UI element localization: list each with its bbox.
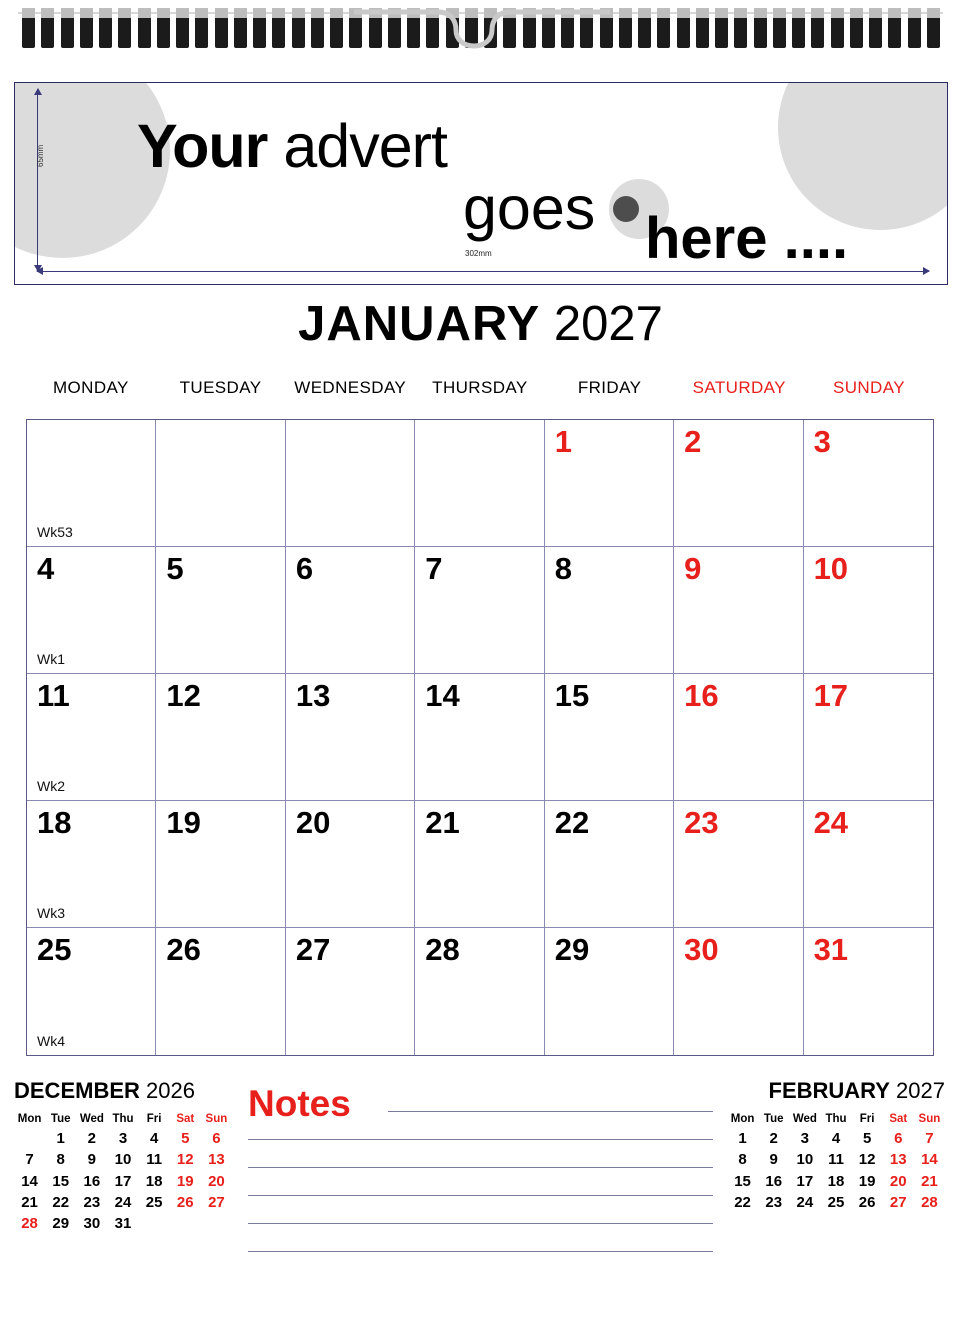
mini-day: 10 — [114, 1151, 132, 1169]
mini-dow: Wed — [79, 1113, 104, 1125]
mini-day: 5 — [862, 1130, 872, 1147]
binding-coil — [754, 8, 767, 48]
mini-day: 9 — [87, 1151, 97, 1169]
mini-day: 24 — [114, 1193, 132, 1211]
mini-day: 25 — [827, 1193, 845, 1211]
mini-day: 7 — [25, 1151, 34, 1169]
mini-day: 17 — [114, 1172, 132, 1190]
day-cell[interactable] — [545, 674, 674, 801]
day-cell[interactable] — [27, 801, 156, 928]
binding-coil — [22, 8, 35, 48]
day-number: 8 — [554, 551, 572, 586]
mini-day: 2 — [87, 1130, 97, 1147]
mini-day: 11 — [828, 1151, 844, 1169]
day-number: 6 — [295, 551, 314, 586]
mini-day: 3 — [118, 1130, 128, 1147]
advert-line-3: here .... — [645, 206, 849, 271]
day-cell[interactable] — [804, 928, 933, 1055]
mini-day: 16 — [765, 1172, 783, 1190]
binding-coil — [195, 8, 208, 48]
weekday-thursday: THURSDAY — [432, 378, 528, 397]
mini-day: 9 — [769, 1151, 778, 1169]
dimension-width — [37, 249, 929, 272]
advert-line-1-light: advert — [267, 112, 447, 180]
day-cell[interactable] — [415, 547, 544, 674]
mini-day — [201, 1213, 232, 1234]
day-number: 20 — [295, 805, 331, 840]
mini-previous-month: DECEMBER — [14, 1078, 140, 1103]
mini-next-year: 2027 — [896, 1078, 945, 1103]
day-cell[interactable] — [27, 420, 156, 547]
mini-day: 18 — [145, 1172, 163, 1190]
day-cell[interactable] — [156, 801, 285, 928]
mini-day: 16 — [83, 1172, 101, 1190]
mini-day: 27 — [889, 1193, 907, 1211]
week-number: Wk4 — [37, 1033, 65, 1049]
binding-coil — [80, 8, 93, 48]
day-number: 1 — [554, 424, 572, 459]
table-row — [14, 1149, 232, 1170]
mini-next-header-row — [727, 1112, 945, 1128]
mini-dow: Tue — [50, 1113, 71, 1125]
dimension-width-label: 302mm — [462, 249, 495, 258]
hanger-hook-icon — [352, 0, 612, 50]
arrow-left-icon — [36, 267, 43, 275]
mini-next-title — [727, 1078, 945, 1104]
binding-coil — [619, 8, 632, 48]
mini-next-table — [727, 1112, 945, 1213]
weekday-wednesday: WEDNESDAY — [294, 378, 407, 397]
mini-day: 20 — [208, 1172, 225, 1190]
day-cell[interactable] — [156, 928, 285, 1055]
binding-coil — [311, 8, 324, 48]
binding-coil — [715, 8, 728, 48]
day-number: 28 — [425, 932, 460, 967]
mini-day: 4 — [149, 1130, 159, 1147]
mini-dow: Thu — [825, 1113, 847, 1125]
mini-day: 6 — [212, 1130, 221, 1147]
mini-day: 11 — [146, 1151, 163, 1169]
day-cell[interactable] — [156, 420, 285, 547]
table-row — [14, 1171, 232, 1192]
day-number: 5 — [166, 551, 184, 586]
month-name: JANUARY — [298, 297, 541, 351]
day-number: 29 — [554, 932, 590, 967]
mini-day: 28 — [921, 1193, 938, 1211]
mini-day: 3 — [800, 1130, 810, 1147]
day-cell[interactable] — [545, 420, 674, 547]
day-number: 13 — [295, 678, 331, 713]
mini-day: 5 — [181, 1130, 190, 1147]
week-number: Wk3 — [37, 905, 65, 921]
week-number: Wk1 — [37, 651, 65, 667]
mini-day: 12 — [858, 1151, 876, 1169]
mini-day: 12 — [176, 1151, 194, 1169]
day-cell[interactable] — [286, 801, 415, 928]
day-cell[interactable] — [674, 547, 803, 674]
day-number: 30 — [684, 932, 719, 967]
day-cell[interactable] — [545, 928, 674, 1055]
table-row — [727, 1192, 945, 1213]
mini-day — [14, 1128, 45, 1149]
year-number: 2027 — [553, 297, 663, 351]
weekday-monday: MONDAY — [52, 378, 129, 397]
binding-coil — [41, 8, 54, 48]
day-number: 18 — [37, 805, 72, 840]
mini-day: 13 — [889, 1151, 907, 1169]
mini-day: 13 — [208, 1151, 225, 1169]
table-row — [14, 1128, 232, 1149]
notes-line[interactable] — [248, 1167, 713, 1168]
binding-coil — [61, 8, 74, 48]
weekday-sunday: SUNDAY — [832, 378, 905, 397]
mini-dow: Tue — [763, 1113, 784, 1125]
table-row — [14, 1192, 232, 1213]
day-number: 16 — [684, 678, 719, 713]
notes-lines[interactable] — [248, 1111, 713, 1279]
mini-day: 15 — [734, 1172, 751, 1190]
mini-day: 1 — [738, 1130, 747, 1147]
mini-dow: Wed — [792, 1113, 817, 1125]
advert-panel[interactable] — [14, 82, 948, 285]
day-cell[interactable] — [415, 674, 544, 801]
day-cell[interactable] — [156, 547, 285, 674]
mini-dow: Thu — [112, 1113, 134, 1125]
mini-day: 23 — [765, 1193, 783, 1211]
mini-day: 2 — [769, 1130, 778, 1147]
binding-coil — [792, 8, 805, 48]
mini-day: 22 — [52, 1193, 70, 1211]
week-number: Wk2 — [37, 778, 65, 794]
mini-day — [139, 1213, 170, 1234]
day-cell[interactable] — [286, 420, 415, 547]
mini-day: 1 — [56, 1130, 65, 1147]
mini-dow: Fri — [859, 1113, 875, 1125]
arrow-up-icon — [34, 88, 42, 95]
day-number: 31 — [813, 932, 849, 967]
mini-dow: Sat — [889, 1113, 908, 1125]
notes-line[interactable] — [248, 1195, 713, 1196]
binding-coil — [888, 8, 901, 48]
day-number: 27 — [295, 932, 331, 967]
mini-day: 15 — [52, 1172, 70, 1190]
binding-coil — [215, 8, 228, 48]
mini-previous-year: 2026 — [146, 1078, 195, 1103]
notes-line[interactable] — [388, 1111, 713, 1112]
day-number: 15 — [554, 678, 590, 713]
mini-previous-title — [14, 1078, 232, 1104]
binding-coil — [696, 8, 709, 48]
weekday-header-row — [26, 378, 934, 398]
month-grid — [26, 419, 934, 1056]
binding-coil — [99, 8, 112, 48]
binding-coil — [157, 8, 170, 48]
day-number: 19 — [166, 805, 201, 840]
mini-dow: Sun — [205, 1113, 228, 1125]
binding-coil — [908, 8, 921, 48]
binding-coil — [869, 8, 882, 48]
binding-coil — [118, 8, 131, 48]
day-cell[interactable] — [156, 674, 285, 801]
day-cell[interactable] — [415, 928, 544, 1055]
day-cell[interactable] — [804, 801, 933, 928]
notes-line[interactable] — [248, 1251, 713, 1252]
weekday-saturday: SATURDAY — [692, 378, 786, 397]
table-row — [727, 1149, 945, 1170]
day-cell[interactable] — [415, 801, 544, 928]
day-cell[interactable] — [27, 928, 156, 1055]
mini-day: 6 — [894, 1130, 903, 1147]
day-number: 10 — [813, 551, 849, 586]
day-number: 9 — [684, 551, 702, 586]
mini-day: 22 — [734, 1193, 751, 1211]
day-cell[interactable] — [804, 674, 933, 801]
binding-coil — [734, 8, 747, 48]
binding-coil — [234, 8, 247, 48]
day-cell[interactable] — [674, 674, 803, 801]
mini-calendar-next — [727, 1078, 945, 1213]
dimension-height-label: 65mm — [36, 144, 45, 167]
day-number: 11 — [37, 678, 70, 713]
day-number: 7 — [425, 551, 443, 586]
mini-next-month: FEBRUARY — [768, 1078, 890, 1103]
mini-day: 7 — [925, 1130, 934, 1147]
day-cell[interactable] — [27, 674, 156, 801]
day-cell[interactable] — [286, 547, 415, 674]
day-cell[interactable] — [545, 547, 674, 674]
mini-day: 21 — [21, 1193, 38, 1211]
mini-dow: Sun — [918, 1113, 941, 1125]
mini-day: 4 — [831, 1130, 841, 1147]
spiral-binding — [0, 0, 961, 58]
notes-line[interactable] — [248, 1139, 713, 1140]
mini-previous-header-row — [14, 1112, 232, 1128]
dimension-height — [37, 89, 55, 271]
advert-line-1-bold: Your — [137, 112, 268, 180]
day-number: 22 — [554, 805, 590, 840]
mini-day: 20 — [889, 1172, 907, 1190]
day-cell[interactable] — [415, 420, 544, 547]
day-number: 25 — [37, 932, 72, 967]
day-number: 23 — [684, 805, 719, 840]
binding-coil — [176, 8, 189, 48]
mini-day: 29 — [52, 1215, 70, 1232]
binding-coil — [253, 8, 266, 48]
day-number: 17 — [813, 678, 849, 713]
day-cell[interactable] — [286, 928, 415, 1055]
mini-day: 30 — [83, 1215, 101, 1232]
day-cell[interactable] — [674, 928, 803, 1055]
advert-line-2: goes — [463, 174, 596, 242]
binding-coil — [850, 8, 863, 48]
day-cell[interactable] — [545, 801, 674, 928]
mini-day: 25 — [145, 1193, 163, 1211]
binding-coil — [138, 8, 151, 48]
mini-day: 23 — [83, 1193, 101, 1211]
notes-title: Notes — [248, 1083, 351, 1124]
mini-day: 28 — [21, 1215, 38, 1232]
mini-day: 10 — [796, 1151, 814, 1169]
mini-day: 17 — [796, 1172, 814, 1190]
mini-dow: Mon — [17, 1113, 42, 1125]
binding-coil — [292, 8, 305, 48]
table-row — [14, 1213, 232, 1234]
binding-coil — [677, 8, 690, 48]
mini-day: 19 — [176, 1172, 194, 1190]
mini-day: 31 — [114, 1215, 132, 1232]
weekday-friday: FRIDAY — [577, 378, 642, 397]
binding-coil — [638, 8, 651, 48]
notes-line[interactable] — [248, 1223, 713, 1224]
binding-coil — [927, 8, 940, 48]
advert-line-1 — [137, 111, 447, 181]
binding-coil — [272, 8, 285, 48]
binding-coil — [811, 8, 824, 48]
mini-day: 8 — [56, 1151, 65, 1169]
mini-day: 27 — [208, 1193, 225, 1211]
mini-dow: Sat — [176, 1113, 195, 1125]
mini-previous-table — [14, 1112, 232, 1234]
binding-coil — [330, 8, 343, 48]
binding-coil — [657, 8, 670, 48]
mini-day: 19 — [858, 1172, 876, 1190]
binding-coil — [831, 8, 844, 48]
mini-dow: Fri — [146, 1113, 162, 1125]
day-number: 24 — [813, 805, 849, 840]
mini-day: 14 — [921, 1151, 938, 1169]
mini-day: 18 — [827, 1172, 845, 1190]
mini-dow: Mon — [730, 1113, 755, 1125]
day-number: 26 — [166, 932, 201, 967]
mini-day — [170, 1213, 201, 1234]
mini-day: 8 — [738, 1151, 747, 1169]
arrow-right-icon — [923, 267, 930, 275]
day-number: 4 — [37, 551, 55, 586]
page-title — [0, 296, 961, 352]
binding-coil — [773, 8, 786, 48]
mini-calendar-previous — [14, 1078, 232, 1234]
table-row — [727, 1171, 945, 1192]
notes-section[interactable] — [248, 1085, 713, 1122]
day-cell[interactable] — [674, 801, 803, 928]
mini-day: 21 — [921, 1172, 938, 1190]
weekday-tuesday: TUESDAY — [179, 378, 262, 397]
day-number: 3 — [813, 424, 831, 459]
day-cell[interactable] — [286, 674, 415, 801]
mini-day: 14 — [21, 1172, 38, 1190]
day-number: 21 — [425, 805, 460, 840]
mini-day: 24 — [796, 1193, 814, 1211]
mini-day: 26 — [858, 1193, 876, 1211]
week-number: Wk53 — [37, 524, 73, 540]
table-row — [727, 1128, 945, 1149]
day-number: 2 — [684, 424, 702, 459]
day-number: 12 — [166, 678, 201, 713]
day-cell[interactable] — [674, 420, 803, 547]
day-cell[interactable] — [27, 547, 156, 674]
mini-day: 26 — [176, 1193, 194, 1211]
day-cell[interactable] — [804, 547, 933, 674]
day-cell[interactable] — [804, 420, 933, 547]
day-number: 14 — [425, 678, 460, 713]
